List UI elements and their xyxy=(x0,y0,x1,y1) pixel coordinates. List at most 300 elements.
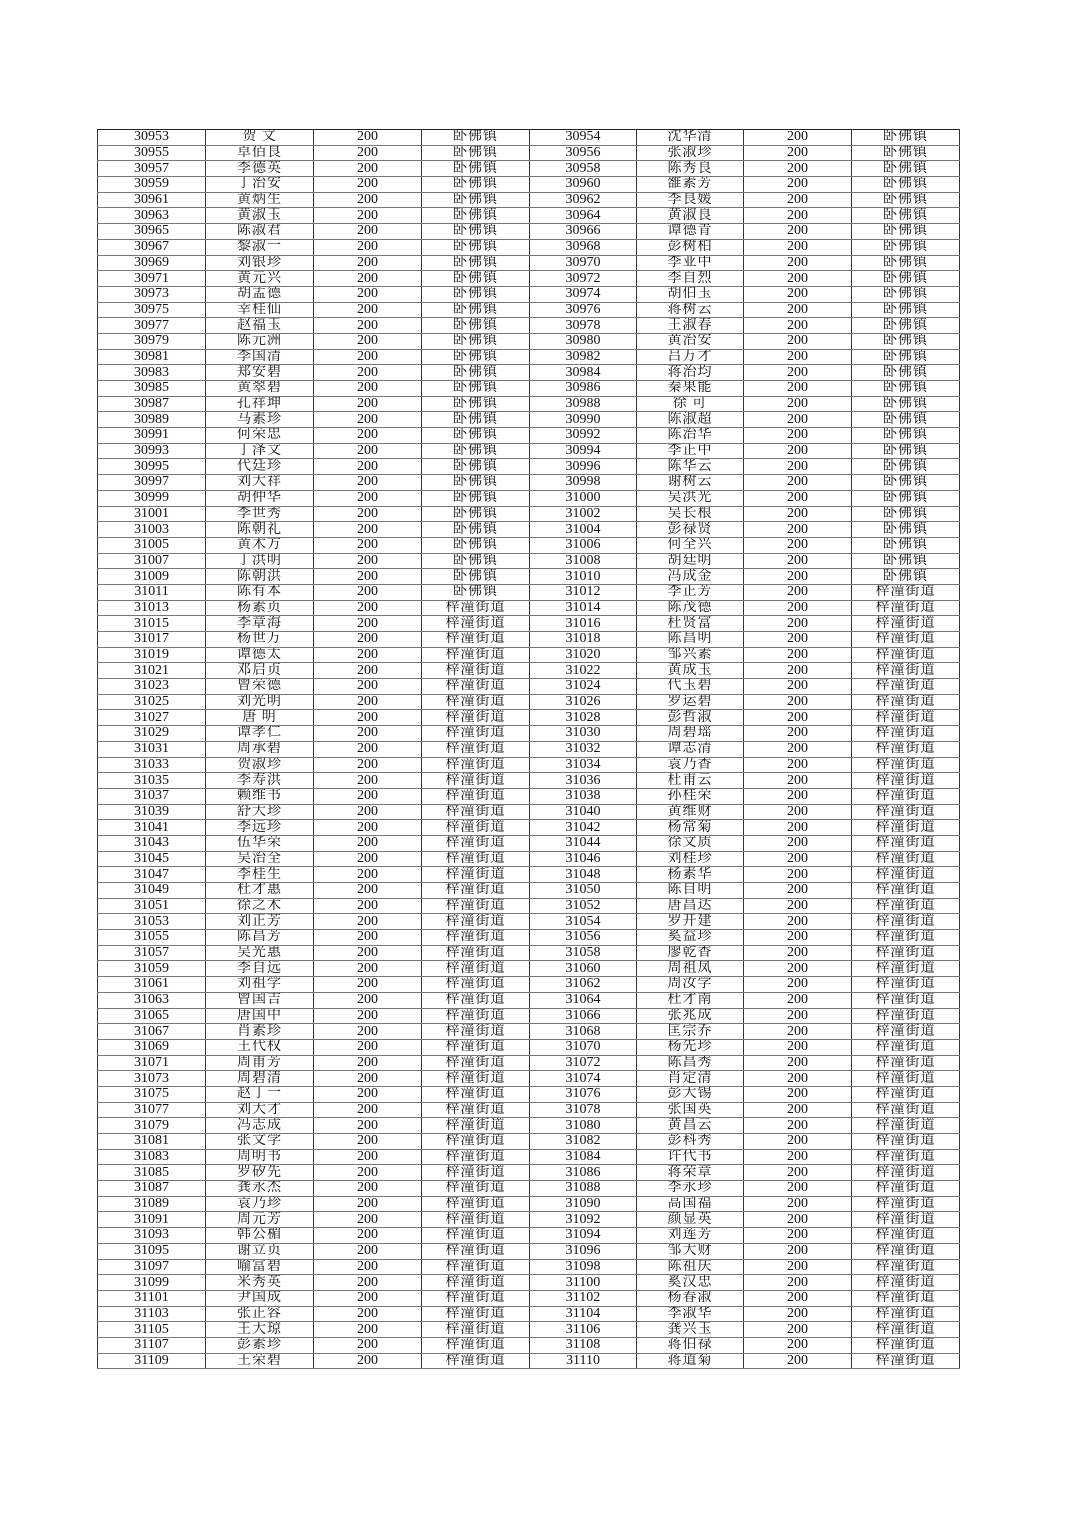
left-name-cell: 李章海 xyxy=(206,616,314,632)
left-name-cell: 胡孟德 xyxy=(206,286,314,302)
right-id-cell: 31098 xyxy=(530,1259,637,1275)
right-id-cell: 31028 xyxy=(530,710,637,726)
left-amount-cell: 200 xyxy=(314,1228,422,1244)
left-town-cell: 卧佛镇 xyxy=(422,224,530,240)
right-amount-cell: 200 xyxy=(744,130,852,146)
left-id-cell: 31081 xyxy=(98,1134,206,1150)
right-name-cell: 李良媛 xyxy=(637,192,744,208)
right-name-cell: 杨素华 xyxy=(637,867,744,883)
right-town-cell: 卧佛镇 xyxy=(852,177,960,193)
right-name-cell: 秦果能 xyxy=(637,381,744,397)
right-town-cell: 卧佛镇 xyxy=(852,537,960,553)
left-id-cell: 31061 xyxy=(98,977,206,993)
left-town-cell: 梓潼街道 xyxy=(422,1134,530,1150)
left-id-cell: 30963 xyxy=(98,208,206,224)
left-id-cell: 31075 xyxy=(98,1086,206,1102)
left-amount-cell: 200 xyxy=(314,710,422,726)
table-row xyxy=(98,616,960,632)
right-amount-cell: 200 xyxy=(744,161,852,177)
left-amount-cell: 200 xyxy=(314,177,422,193)
left-amount-cell: 200 xyxy=(314,883,422,899)
right-id-cell: 31060 xyxy=(530,961,637,977)
left-town-cell: 卧佛镇 xyxy=(422,161,530,177)
left-amount-cell: 200 xyxy=(314,835,422,851)
left-id-cell: 31095 xyxy=(98,1243,206,1259)
table-row xyxy=(98,569,960,585)
left-id-cell: 31083 xyxy=(98,1149,206,1165)
right-id-cell: 31096 xyxy=(530,1243,637,1259)
right-amount-cell: 200 xyxy=(744,459,852,475)
left-name-cell: 彭素珍 xyxy=(206,1337,314,1353)
right-name-cell: 吴长根 xyxy=(637,506,744,522)
right-name-cell: 周碧瑶 xyxy=(637,726,744,742)
left-town-cell: 梓潼街道 xyxy=(422,1353,530,1369)
left-name-cell: 李国清 xyxy=(206,349,314,365)
left-id-cell: 31051 xyxy=(98,898,206,914)
right-name-cell: 陈淑超 xyxy=(637,412,744,428)
left-name-cell: 何荣忠 xyxy=(206,428,314,444)
table-row xyxy=(98,726,960,742)
right-amount-cell: 200 xyxy=(744,224,852,240)
left-name-cell: 吴光惠 xyxy=(206,945,314,961)
left-town-cell: 梓潼街道 xyxy=(422,788,530,804)
table-row xyxy=(98,1055,960,1071)
right-amount-cell: 200 xyxy=(744,1290,852,1306)
left-town-cell: 梓潼街道 xyxy=(422,1024,530,1040)
right-town-cell: 梓潼街道 xyxy=(852,1212,960,1228)
right-amount-cell: 200 xyxy=(744,1024,852,1040)
left-amount-cell: 200 xyxy=(314,992,422,1008)
left-name-cell: 谢立贞 xyxy=(206,1243,314,1259)
right-amount-cell: 200 xyxy=(744,1243,852,1259)
table-row xyxy=(98,381,960,397)
right-name-cell: 蒋荣章 xyxy=(637,1165,744,1181)
left-id-cell: 30965 xyxy=(98,224,206,240)
right-id-cell: 30994 xyxy=(530,443,637,459)
table-row xyxy=(98,318,960,334)
left-amount-cell: 200 xyxy=(314,1337,422,1353)
left-name-cell: 谭孝仁 xyxy=(206,726,314,742)
right-town-cell: 梓潼街道 xyxy=(852,1118,960,1134)
right-name-cell: 黄治安 xyxy=(637,333,744,349)
left-id-cell: 31013 xyxy=(98,600,206,616)
right-town-cell: 梓潼街道 xyxy=(852,1086,960,1102)
left-id-cell: 31039 xyxy=(98,804,206,820)
right-id-cell: 31072 xyxy=(530,1055,637,1071)
right-name-cell: 奚汉忠 xyxy=(637,1275,744,1291)
right-town-cell: 梓潼街道 xyxy=(852,898,960,914)
table-row xyxy=(98,1196,960,1212)
table-row xyxy=(98,365,960,381)
left-name-cell: 王大琼 xyxy=(206,1322,314,1338)
right-name-cell: 张兆成 xyxy=(637,1008,744,1024)
left-id-cell: 30975 xyxy=(98,302,206,318)
right-name-cell: 彭树柏 xyxy=(637,239,744,255)
table-row xyxy=(98,1165,960,1181)
right-id-cell: 30998 xyxy=(530,475,637,491)
right-amount-cell: 200 xyxy=(744,349,852,365)
left-amount-cell: 200 xyxy=(314,145,422,161)
left-town-cell: 梓潼街道 xyxy=(422,1055,530,1071)
right-amount-cell: 200 xyxy=(744,632,852,648)
left-amount-cell: 200 xyxy=(314,961,422,977)
left-amount-cell: 200 xyxy=(314,726,422,742)
right-town-cell: 梓潼街道 xyxy=(852,647,960,663)
left-town-cell: 梓潼街道 xyxy=(422,914,530,930)
right-name-cell: 杜才南 xyxy=(637,992,744,1008)
table-row xyxy=(98,443,960,459)
left-name-cell: 刘正芳 xyxy=(206,914,314,930)
right-name-cell: 李亚中 xyxy=(637,255,744,271)
left-town-cell: 梓潼街道 xyxy=(422,1086,530,1102)
left-town-cell: 梓潼街道 xyxy=(422,851,530,867)
right-town-cell: 梓潼街道 xyxy=(852,694,960,710)
left-name-cell: 唐 明 xyxy=(206,710,314,726)
left-id-cell: 31089 xyxy=(98,1196,206,1212)
left-amount-cell: 200 xyxy=(314,977,422,993)
right-id-cell: 31088 xyxy=(530,1181,637,1197)
right-id-cell: 31106 xyxy=(530,1322,637,1338)
left-amount-cell: 200 xyxy=(314,475,422,491)
right-town-cell: 梓潼街道 xyxy=(852,710,960,726)
right-amount-cell: 200 xyxy=(744,506,852,522)
left-town-cell: 梓潼街道 xyxy=(422,710,530,726)
right-town-cell: 梓潼街道 xyxy=(852,584,960,600)
left-id-cell: 31085 xyxy=(98,1165,206,1181)
table-row xyxy=(98,177,960,193)
right-amount-cell: 200 xyxy=(744,835,852,851)
right-amount-cell: 200 xyxy=(744,271,852,287)
left-town-cell: 卧佛镇 xyxy=(422,569,530,585)
right-town-cell: 卧佛镇 xyxy=(852,569,960,585)
right-name-cell: 李淑华 xyxy=(637,1306,744,1322)
left-name-cell: 周元芳 xyxy=(206,1212,314,1228)
left-name-cell: 杨素贞 xyxy=(206,600,314,616)
table-row xyxy=(98,475,960,491)
right-amount-cell: 200 xyxy=(744,898,852,914)
right-name-cell: 徐文质 xyxy=(637,835,744,851)
left-id-cell: 31093 xyxy=(98,1228,206,1244)
left-name-cell: 周明书 xyxy=(206,1149,314,1165)
left-id-cell: 31005 xyxy=(98,537,206,553)
right-name-cell: 罗开建 xyxy=(637,914,744,930)
table-row xyxy=(98,130,960,146)
right-town-cell: 梓潼街道 xyxy=(852,820,960,836)
table-row xyxy=(98,537,960,553)
right-name-cell: 奚益珍 xyxy=(637,930,744,946)
left-amount-cell: 200 xyxy=(314,773,422,789)
left-town-cell: 卧佛镇 xyxy=(422,365,530,381)
right-amount-cell: 200 xyxy=(744,977,852,993)
left-amount-cell: 200 xyxy=(314,443,422,459)
left-town-cell: 卧佛镇 xyxy=(422,584,530,600)
left-name-cell: 王荣碧 xyxy=(206,1353,314,1369)
left-town-cell: 梓潼街道 xyxy=(422,1165,530,1181)
table-row xyxy=(98,632,960,648)
left-name-cell: 黎淑一 xyxy=(206,239,314,255)
left-amount-cell: 200 xyxy=(314,679,422,695)
left-name-cell: 冯志成 xyxy=(206,1118,314,1134)
right-town-cell: 梓潼街道 xyxy=(852,663,960,679)
right-town-cell: 梓潼街道 xyxy=(852,977,960,993)
left-id-cell: 30991 xyxy=(98,428,206,444)
right-town-cell: 卧佛镇 xyxy=(852,130,960,146)
left-town-cell: 梓潼街道 xyxy=(422,1243,530,1259)
right-amount-cell: 200 xyxy=(744,569,852,585)
right-amount-cell: 200 xyxy=(744,192,852,208)
right-name-cell: 陈自明 xyxy=(637,883,744,899)
left-name-cell: 龚永杰 xyxy=(206,1181,314,1197)
right-name-cell: 徐 可 xyxy=(637,396,744,412)
right-town-cell: 卧佛镇 xyxy=(852,428,960,444)
left-name-cell: 黄炳生 xyxy=(206,192,314,208)
right-name-cell: 邹兴素 xyxy=(637,647,744,663)
left-town-cell: 卧佛镇 xyxy=(422,208,530,224)
table-row xyxy=(98,600,960,616)
right-town-cell: 卧佛镇 xyxy=(852,255,960,271)
right-town-cell: 梓潼街道 xyxy=(852,1196,960,1212)
left-id-cell: 31049 xyxy=(98,883,206,899)
table-row xyxy=(98,851,960,867)
right-amount-cell: 200 xyxy=(744,1149,852,1165)
table-row xyxy=(98,286,960,302)
right-amount-cell: 200 xyxy=(744,443,852,459)
left-name-cell: 伍华荣 xyxy=(206,835,314,851)
left-amount-cell: 200 xyxy=(314,1055,422,1071)
table-row xyxy=(98,239,960,255)
right-town-cell: 卧佛镇 xyxy=(852,318,960,334)
left-id-cell: 31065 xyxy=(98,1008,206,1024)
left-id-cell: 30953 xyxy=(98,130,206,146)
left-id-cell: 30999 xyxy=(98,490,206,506)
right-town-cell: 梓潼街道 xyxy=(852,883,960,899)
right-town-cell: 卧佛镇 xyxy=(852,443,960,459)
right-id-cell: 31052 xyxy=(530,898,637,914)
right-town-cell: 梓潼街道 xyxy=(852,961,960,977)
right-town-cell: 梓潼街道 xyxy=(852,804,960,820)
left-amount-cell: 200 xyxy=(314,239,422,255)
right-amount-cell: 200 xyxy=(744,333,852,349)
right-id-cell: 31068 xyxy=(530,1024,637,1040)
left-town-cell: 梓潼街道 xyxy=(422,1228,530,1244)
left-town-cell: 梓潼街道 xyxy=(422,1008,530,1024)
left-name-cell: 郑安碧 xyxy=(206,365,314,381)
right-amount-cell: 200 xyxy=(744,145,852,161)
right-id-cell: 31066 xyxy=(530,1008,637,1024)
right-town-cell: 梓潼街道 xyxy=(852,600,960,616)
right-town-cell: 梓潼街道 xyxy=(852,1149,960,1165)
right-id-cell: 30980 xyxy=(530,333,637,349)
table-row xyxy=(98,1275,960,1291)
left-town-cell: 卧佛镇 xyxy=(422,286,530,302)
right-id-cell: 30968 xyxy=(530,239,637,255)
right-town-cell: 卧佛镇 xyxy=(852,381,960,397)
right-id-cell: 30960 xyxy=(530,177,637,193)
table-row xyxy=(98,820,960,836)
left-amount-cell: 200 xyxy=(314,663,422,679)
right-id-cell: 30992 xyxy=(530,428,637,444)
left-name-cell: 吴治全 xyxy=(206,851,314,867)
left-town-cell: 梓潼街道 xyxy=(422,632,530,648)
right-id-cell: 31012 xyxy=(530,584,637,600)
table-row xyxy=(98,757,960,773)
left-amount-cell: 200 xyxy=(314,1008,422,1024)
left-id-cell: 31063 xyxy=(98,992,206,1008)
table-row xyxy=(98,1337,960,1353)
left-name-cell: 罗矽先 xyxy=(206,1165,314,1181)
left-amount-cell: 200 xyxy=(314,914,422,930)
right-amount-cell: 200 xyxy=(744,177,852,193)
right-town-cell: 梓潼街道 xyxy=(852,1134,960,1150)
right-town-cell: 卧佛镇 xyxy=(852,161,960,177)
right-town-cell: 梓潼街道 xyxy=(852,1290,960,1306)
left-town-cell: 梓潼街道 xyxy=(422,977,530,993)
table-row xyxy=(98,663,960,679)
right-amount-cell: 200 xyxy=(744,1008,852,1024)
right-amount-cell: 200 xyxy=(744,930,852,946)
left-amount-cell: 200 xyxy=(314,1165,422,1181)
left-name-cell: 代廷珍 xyxy=(206,459,314,475)
left-name-cell: 贺淑珍 xyxy=(206,757,314,773)
left-amount-cell: 200 xyxy=(314,396,422,412)
left-id-cell: 31047 xyxy=(98,867,206,883)
left-name-cell: 黄元兴 xyxy=(206,271,314,287)
left-amount-cell: 200 xyxy=(314,192,422,208)
right-amount-cell: 200 xyxy=(744,522,852,538)
right-town-cell: 梓潼街道 xyxy=(852,616,960,632)
left-id-cell: 30983 xyxy=(98,365,206,381)
left-town-cell: 卧佛镇 xyxy=(422,271,530,287)
left-id-cell: 31003 xyxy=(98,522,206,538)
right-name-cell: 龚兴玉 xyxy=(637,1322,744,1338)
left-town-cell: 卧佛镇 xyxy=(422,381,530,397)
right-amount-cell: 200 xyxy=(744,1134,852,1150)
right-name-cell: 孙桂荣 xyxy=(637,788,744,804)
right-id-cell: 31044 xyxy=(530,835,637,851)
table-row xyxy=(98,224,960,240)
left-amount-cell: 200 xyxy=(314,851,422,867)
right-name-cell: 颜显英 xyxy=(637,1212,744,1228)
left-amount-cell: 200 xyxy=(314,632,422,648)
right-town-cell: 梓潼街道 xyxy=(852,945,960,961)
right-amount-cell: 200 xyxy=(744,255,852,271)
right-amount-cell: 200 xyxy=(744,1196,852,1212)
left-id-cell: 30961 xyxy=(98,192,206,208)
left-name-cell: 李自远 xyxy=(206,961,314,977)
right-name-cell: 蒋树云 xyxy=(637,302,744,318)
right-id-cell: 31040 xyxy=(530,804,637,820)
left-name-cell: 胡仲华 xyxy=(206,490,314,506)
right-id-cell: 31030 xyxy=(530,726,637,742)
left-name-cell: 周甫芳 xyxy=(206,1055,314,1071)
roster-table xyxy=(97,129,960,1369)
left-name-cell: 赖维书 xyxy=(206,788,314,804)
left-town-cell: 梓潼街道 xyxy=(422,867,530,883)
left-town-cell: 梓潼街道 xyxy=(422,679,530,695)
right-name-cell: 谭志清 xyxy=(637,741,744,757)
right-id-cell: 31042 xyxy=(530,820,637,836)
right-name-cell: 黄成玉 xyxy=(637,663,744,679)
right-town-cell: 卧佛镇 xyxy=(852,271,960,287)
right-id-cell: 31036 xyxy=(530,773,637,789)
left-id-cell: 31055 xyxy=(98,930,206,946)
right-town-cell: 梓潼街道 xyxy=(852,930,960,946)
left-town-cell: 梓潼街道 xyxy=(422,773,530,789)
left-id-cell: 31033 xyxy=(98,757,206,773)
left-amount-cell: 200 xyxy=(314,1149,422,1165)
left-id-cell: 30981 xyxy=(98,349,206,365)
table-row xyxy=(98,741,960,757)
left-town-cell: 卧佛镇 xyxy=(422,537,530,553)
right-town-cell: 梓潼街道 xyxy=(852,835,960,851)
table-row xyxy=(98,1086,960,1102)
table-row xyxy=(98,977,960,993)
right-id-cell: 31046 xyxy=(530,851,637,867)
left-id-cell: 31011 xyxy=(98,584,206,600)
right-id-cell: 31056 xyxy=(530,930,637,946)
right-id-cell: 31038 xyxy=(530,788,637,804)
right-amount-cell: 200 xyxy=(744,1228,852,1244)
right-amount-cell: 200 xyxy=(744,208,852,224)
right-amount-cell: 200 xyxy=(744,616,852,632)
left-name-cell: 幸桂仙 xyxy=(206,302,314,318)
left-id-cell: 31025 xyxy=(98,694,206,710)
left-amount-cell: 200 xyxy=(314,867,422,883)
right-id-cell: 30990 xyxy=(530,412,637,428)
table-row xyxy=(98,1008,960,1024)
right-amount-cell: 200 xyxy=(744,1322,852,1338)
right-name-cell: 肖定清 xyxy=(637,1071,744,1087)
left-town-cell: 梓潼街道 xyxy=(422,883,530,899)
table-row xyxy=(98,428,960,444)
right-town-cell: 梓潼街道 xyxy=(852,1275,960,1291)
left-amount-cell: 200 xyxy=(314,1181,422,1197)
left-id-cell: 31067 xyxy=(98,1024,206,1040)
left-name-cell: 陈有本 xyxy=(206,584,314,600)
table-row xyxy=(98,396,960,412)
left-town-cell: 梓潼街道 xyxy=(422,1322,530,1338)
left-town-cell: 梓潼街道 xyxy=(422,1259,530,1275)
right-name-cell: 袁乃香 xyxy=(637,757,744,773)
left-name-cell: 喻富碧 xyxy=(206,1259,314,1275)
right-id-cell: 31020 xyxy=(530,647,637,663)
right-amount-cell: 200 xyxy=(744,914,852,930)
left-id-cell: 30987 xyxy=(98,396,206,412)
right-id-cell: 31086 xyxy=(530,1165,637,1181)
table-row xyxy=(98,992,960,1008)
right-town-cell: 梓潼街道 xyxy=(852,1306,960,1322)
left-amount-cell: 200 xyxy=(314,569,422,585)
right-town-cell: 卧佛镇 xyxy=(852,208,960,224)
right-town-cell: 梓潼街道 xyxy=(852,741,960,757)
table-row xyxy=(98,192,960,208)
left-town-cell: 卧佛镇 xyxy=(422,239,530,255)
left-amount-cell: 200 xyxy=(314,757,422,773)
right-name-cell: 廖乾香 xyxy=(637,945,744,961)
left-amount-cell: 200 xyxy=(314,1306,422,1322)
left-amount-cell: 200 xyxy=(314,1196,422,1212)
left-name-cell: 舒大珍 xyxy=(206,804,314,820)
left-town-cell: 卧佛镇 xyxy=(422,443,530,459)
left-town-cell: 梓潼街道 xyxy=(422,1212,530,1228)
left-town-cell: 卧佛镇 xyxy=(422,192,530,208)
left-id-cell: 30995 xyxy=(98,459,206,475)
left-name-cell: 谭德太 xyxy=(206,647,314,663)
table-row xyxy=(98,1228,960,1244)
left-id-cell: 31105 xyxy=(98,1322,206,1338)
right-town-cell: 梓潼街道 xyxy=(852,632,960,648)
left-name-cell: 黄翠碧 xyxy=(206,381,314,397)
